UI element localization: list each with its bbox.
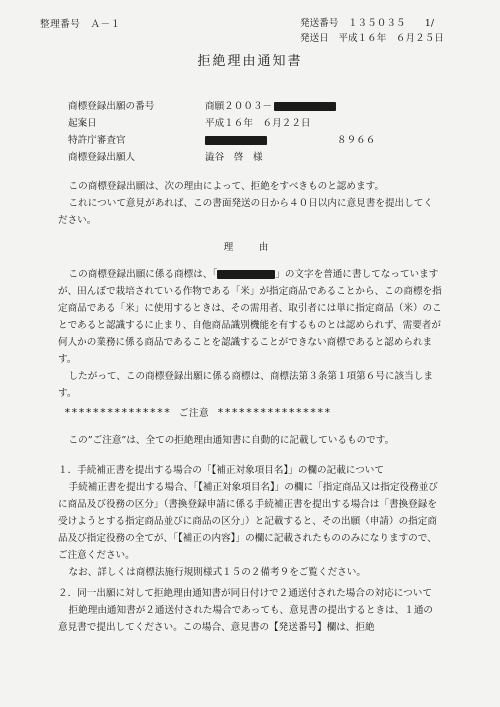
item-heading: ２．同一出願に対して拒絶理由通知書が同日付けで２通送付された場合の対応について [58, 588, 432, 599]
notice-intro: この”ご注意”は、全ての拒絶理由通知書に自動的に記載しているものです。 [68, 435, 395, 446]
meta-value: 澁谷 啓 様 [205, 152, 263, 163]
redaction-bar [205, 136, 267, 145]
meta-value: 平成１６年 ６月２２日 [205, 118, 311, 129]
meta-value: 商願２００３－ [205, 101, 273, 112]
document-title: 拒絶理由通知書 [197, 54, 303, 69]
item-body: 手続補正書を提出する場合、「【補正対象項目名】」の欄に「指定商品又は指定役務並びに商品及び役務の区分」（書換登録申請に係る手続補正書を提出する場合は「書換登録を受けようとする指定商品並びに商品の区分」）と記載すると、その出願（申請）の指定商品及び指定役務の全てが、「【補正の内容】」の欄に記載されたもののみになりますので、ご注意ください。 [58, 482, 438, 561]
examiner-code: ８９６６ [337, 135, 376, 146]
reason-body: この商標登録出願に係る商標は、「 」の文字を普通に書してなっていますが、田んぼで栽培されている作物である「米」が指定商品であることから、この商標を指定商品である「米」に使用するときは、その需用者、取引者には単に指定商品（米）のことであると認識するに止まり、自他商品識別機能を有するものとは認められず、需要者が何人かの業務に係る商品であることを認識することができない商標であると認められます。 したがって、この商標登録出願に係る商標は、商標法第３条第１項第６号に該当します。 [58, 269, 442, 399]
intro-paragraph: この商標登録出願は、次の理由によって、拒絶をすべきものと認めます。 これについて意見があれば、この書面発送の日から４０日以内に意見書を提出してください。 [58, 181, 433, 226]
item-body-note: なお、詳しくは商標法施行規則様式１５の２備考９をご覧ください。 [68, 567, 366, 578]
meta-key: 商標登録出願の番号 [68, 101, 155, 112]
dispatch-date: 発送日 平成１６年 ６月２５日 [300, 33, 444, 44]
notice-label: ご注意 [178, 408, 210, 419]
notice-item-1 [58, 462, 442, 581]
reason-heading: 理 由 [223, 242, 277, 253]
redaction-bar [274, 102, 336, 111]
meta-key: 商標登録出願人 [68, 152, 136, 163]
meta-key: 特許庁審査官 [68, 135, 126, 146]
notice-item-2 [58, 585, 442, 636]
redaction-bar [217, 270, 275, 279]
reference-number: 整理番号 Ａ－１ [40, 19, 121, 30]
notice-banner: *************** ご注意 **************** [64, 406, 332, 419]
item-heading: １．手続補正書を提出する場合の「【補正対象項目名】」の欄の記載について [58, 465, 384, 476]
dispatch-number: 発送番号 １３５０３５ 1/ [300, 18, 435, 29]
meta-key: 起案日 [68, 118, 97, 129]
dispatch-info [300, 16, 444, 46]
item-body: 拒絶理由通知書が２通送付された場合であっても、意見書の提出するときは、１通の意見書で提出してください。この場合、意見書の【発送番号】欄は、拒絶 [58, 605, 434, 633]
